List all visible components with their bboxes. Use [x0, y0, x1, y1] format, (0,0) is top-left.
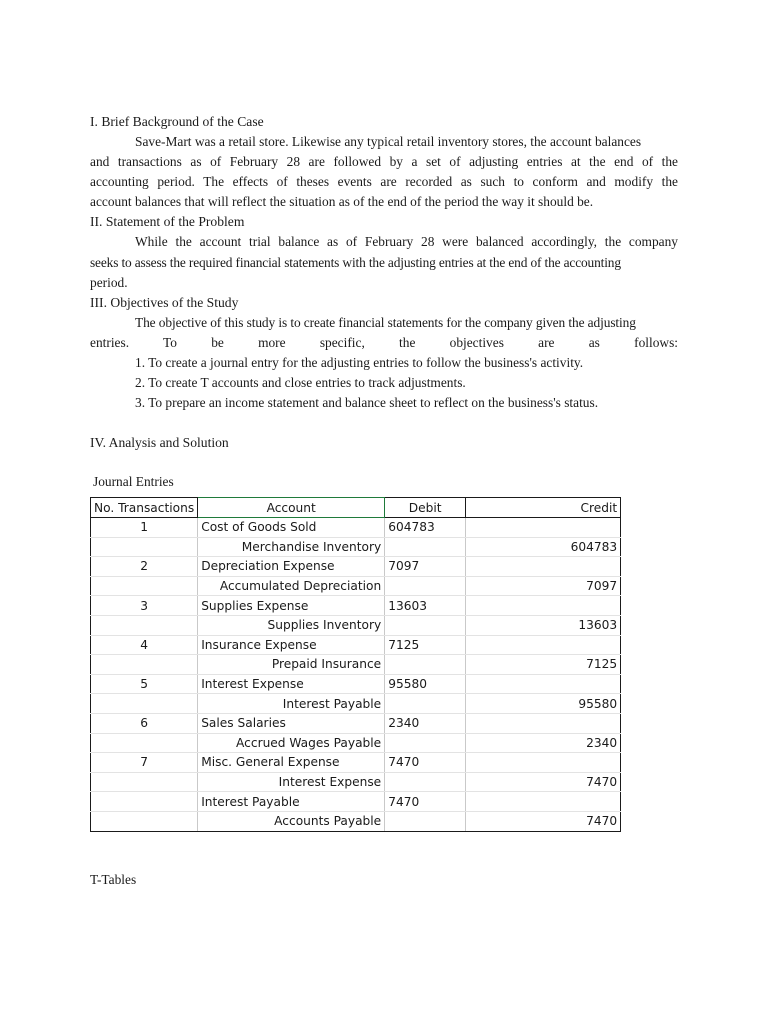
credit-cell: [466, 713, 621, 733]
account-cell: Supplies Expense: [198, 596, 385, 616]
t-tables-title: T-Tables: [90, 872, 137, 887]
objective-item: 3. To prepare an income statement and balance sheet to reflect on the business's status.: [135, 395, 599, 410]
transaction-number-cell: [91, 655, 198, 675]
table-row: [91, 576, 621, 596]
transaction-number-cell: 2: [91, 557, 198, 577]
account-cell: Supplies Inventory: [198, 615, 385, 635]
account-cell: Sales Salaries: [198, 713, 385, 733]
table-row: [91, 792, 621, 812]
credit-cell: [466, 557, 621, 577]
debit-cell: [385, 694, 466, 714]
debit-cell: [385, 811, 466, 831]
section-1-title: I. Brief Background of the Case: [90, 114, 264, 129]
transaction-number-cell: 6: [91, 713, 198, 733]
credit-cell: 2340: [466, 733, 621, 753]
paragraph-line: account balances that will reflect the situation as of the end of the period the way it should be.: [90, 194, 594, 209]
debit-cell: 604783: [385, 518, 466, 538]
credit-cell: [466, 635, 621, 655]
section-4-title: IV. Analysis and Solution: [90, 435, 229, 450]
transaction-number-cell: 3: [91, 596, 198, 616]
transaction-number-cell: [91, 772, 198, 792]
transaction-number-cell: [91, 733, 198, 753]
credit-cell: 7470: [466, 772, 621, 792]
transaction-number-cell: 7: [91, 753, 198, 773]
credit-cell: [466, 792, 621, 812]
account-cell: Accrued Wages Payable: [198, 733, 385, 753]
debit-cell: 2340: [385, 713, 466, 733]
table-row: [91, 753, 621, 773]
table-row: [91, 615, 621, 635]
credit-cell: 7097: [466, 576, 621, 596]
credit-cell: [466, 753, 621, 773]
objective-item: 2. To create T accounts and close entries to track adjustments.: [135, 375, 466, 390]
credit-cell: [466, 596, 621, 616]
column-header-account: Account: [198, 498, 385, 518]
paragraph-line: Save-Mart was a retail store. Likewise any typical retail inventory stores, the account balances: [135, 134, 642, 149]
paragraph-line: period.: [90, 275, 128, 290]
debit-cell: 7470: [385, 792, 466, 812]
account-cell: Misc. General Expense: [198, 753, 385, 773]
table-row: [91, 713, 621, 733]
table-row: [91, 674, 621, 694]
account-cell: Interest Payable: [198, 694, 385, 714]
account-cell: Accumulated Depreciation: [198, 576, 385, 596]
debit-cell: [385, 576, 466, 596]
objective-item: 1. To create a journal entry for the adjusting entries to follow the business's activity.: [135, 355, 584, 370]
transaction-number-cell: 5: [91, 674, 198, 694]
paragraph-line: While the account trial balance as of February 28 were balanced accordingly, the company: [135, 234, 678, 249]
account-cell: Interest Expense: [198, 772, 385, 792]
section-2-title: II. Statement of the Problem: [90, 214, 245, 229]
table-row: [91, 655, 621, 675]
transaction-number-cell: [91, 792, 198, 812]
account-cell: Merchandise Inventory: [198, 537, 385, 557]
table-row: [91, 537, 621, 557]
debit-cell: 13603: [385, 596, 466, 616]
table-row: [91, 596, 621, 616]
transaction-number-cell: 1: [91, 518, 198, 538]
transaction-number-cell: [91, 615, 198, 635]
column-header-debit: Debit: [385, 498, 466, 518]
credit-cell: 604783: [466, 537, 621, 557]
debit-cell: 95580: [385, 674, 466, 694]
paragraph-line: The objective of this study is to create financial statements for the company given the adjusting: [135, 315, 636, 330]
account-cell: Prepaid Insurance: [198, 655, 385, 675]
credit-cell: 95580: [466, 694, 621, 714]
account-cell: Cost of Goods Sold: [198, 518, 385, 538]
account-cell: Insurance Expense: [198, 635, 385, 655]
credit-cell: 7470: [466, 811, 621, 831]
debit-cell: [385, 733, 466, 753]
credit-cell: [466, 674, 621, 694]
transaction-number-cell: [91, 694, 198, 714]
journal-entries-table: [90, 497, 621, 832]
table-row: [91, 635, 621, 655]
transaction-number-cell: [91, 576, 198, 596]
debit-cell: [385, 615, 466, 635]
transaction-number-cell: [91, 811, 198, 831]
paragraph-line: entries. To be more specific, the objectives are as follows:: [90, 335, 678, 350]
journal-title: Journal Entries: [93, 474, 174, 489]
paragraph-line: seeks to assess the required financial statements with the adjusting entries at the end of the accounting: [90, 255, 621, 270]
table-row: [91, 694, 621, 714]
table-header-row: [91, 498, 621, 518]
debit-cell: [385, 772, 466, 792]
table-row: [91, 557, 621, 577]
paragraph-line: accounting period. The effects of theses events are recorded as such to conform and modify the: [90, 174, 678, 189]
debit-cell: 7125: [385, 635, 466, 655]
table-row: [91, 733, 621, 753]
debit-cell: [385, 537, 466, 557]
table-row: [91, 811, 621, 831]
credit-cell: 13603: [466, 615, 621, 635]
column-header-credit: Credit: [466, 498, 621, 518]
debit-cell: 7470: [385, 753, 466, 773]
account-cell: Accounts Payable: [198, 811, 385, 831]
transaction-number-cell: 4: [91, 635, 198, 655]
account-cell: Depreciation Expense: [198, 557, 385, 577]
debit-cell: 7097: [385, 557, 466, 577]
transaction-number-cell: [91, 537, 198, 557]
debit-cell: [385, 655, 466, 675]
credit-cell: [466, 518, 621, 538]
table-row: [91, 772, 621, 792]
section-3-title: III. Objectives of the Study: [90, 295, 239, 310]
table-row: [91, 518, 621, 538]
credit-cell: 7125: [466, 655, 621, 675]
account-cell: Interest Expense: [198, 674, 385, 694]
column-header-no: No. Transactions: [91, 498, 198, 518]
account-cell: Interest Payable: [198, 792, 385, 812]
paragraph-line: and transactions as of February 28 are followed by a set of adjusting entries at the end of the: [90, 154, 678, 169]
